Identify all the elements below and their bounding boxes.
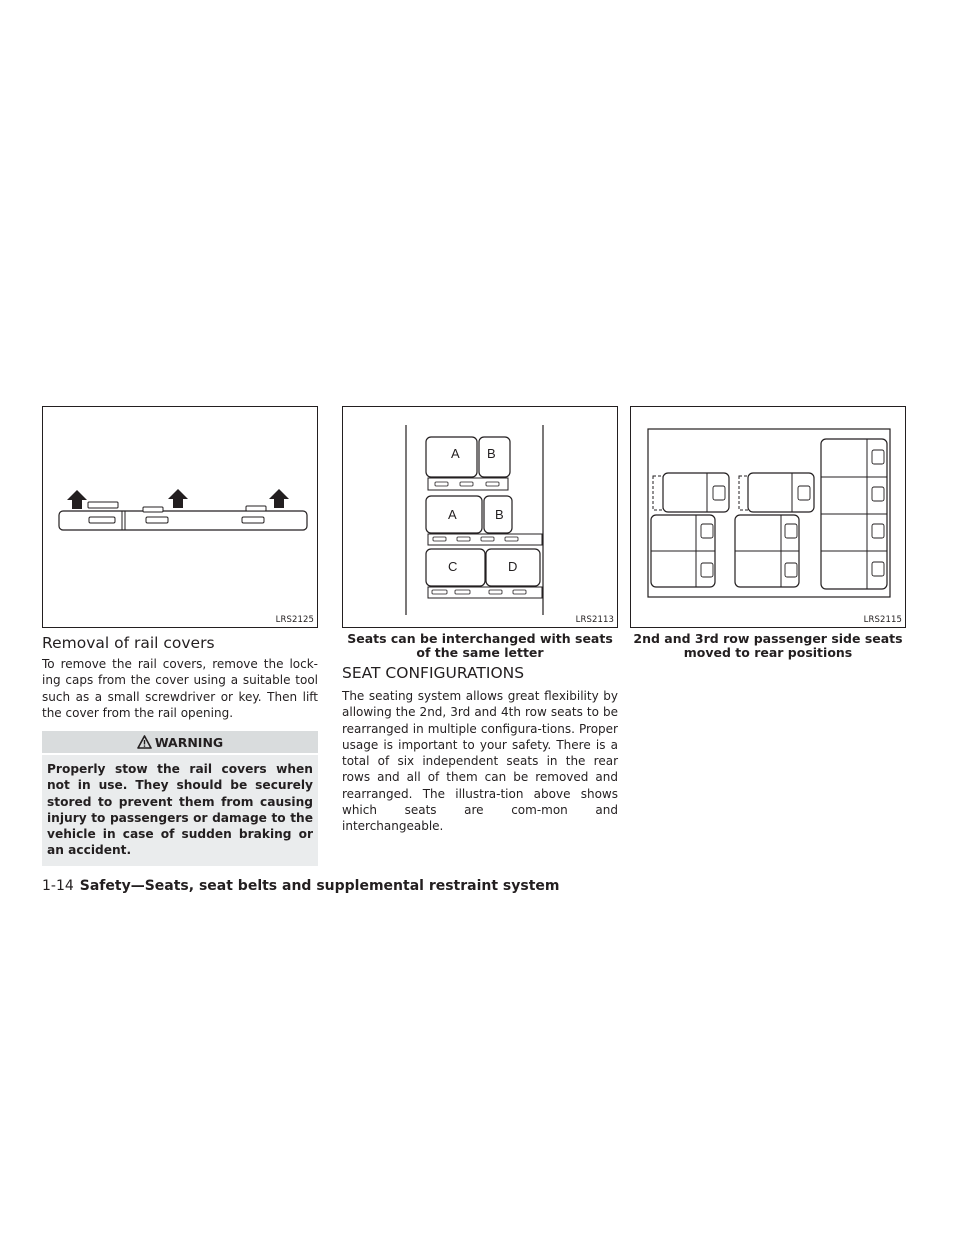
section-heading: SEAT CONFIGURATIONS <box>342 664 525 682</box>
seat-letter-illustration <box>343 407 619 629</box>
section-paragraph: The seating system allows great flexibility by allowing the 2nd, 3rd and 4th row seats to be rearranged in multiple configura-tions. Proper usage is important to your safety. There is a total of six independent seats in the rear rows and all of them can be removed and rearranged. The illustra-tion above shows which seats are com-mon and interchangeable. <box>342 689 618 834</box>
rail-cover-illustration <box>43 407 319 629</box>
seat-position-illustration <box>631 407 907 629</box>
seat-label: B <box>487 446 496 461</box>
section-paragraph: To remove the rail covers, remove the lock-ing caps from the cover using a suitable tool such as a small screwdriver or key. Then lift the cover from the rail opening. <box>42 657 318 720</box>
up-arrow-icon <box>67 490 87 509</box>
page-footer <box>42 878 560 894</box>
figure-seat-letters <box>342 406 618 628</box>
seat-label: D <box>508 559 518 574</box>
warning-text: Properly stow the rail covers when not in use. They should be securely stored to prevent them from causing injury to passengers or damage to the vehicle in case of sudden braking or an accident. <box>42 755 318 866</box>
up-arrow-icon <box>168 489 188 508</box>
seat-label: A <box>451 446 460 461</box>
seat-label: A <box>448 507 457 522</box>
warning-header <box>42 731 318 753</box>
figure-caption: 2nd and 3rd row passenger side seats moved to rear positions <box>633 631 903 660</box>
figure-code: LRS2125 <box>275 615 314 625</box>
figure-caption: Seats can be interchanged with seats of the same letter <box>347 631 613 660</box>
section-heading: Removal of rail covers <box>42 634 215 652</box>
figure-rail-covers <box>42 406 318 628</box>
warning-triangle-icon <box>137 735 152 749</box>
page-number: 1-14 <box>42 878 74 894</box>
up-arrow-icon <box>269 489 289 508</box>
warning-title: WARNING <box>154 734 224 750</box>
figure-code: LRS2115 <box>863 615 902 625</box>
figure-seat-positions <box>630 406 906 628</box>
chapter-title: Safety—Seats, seat belts and supplemental restraint system <box>79 878 560 894</box>
seat-label: B <box>495 507 504 522</box>
seat-label: C <box>448 559 458 574</box>
figure-code: LRS2113 <box>575 615 614 625</box>
warning-box <box>42 731 318 866</box>
